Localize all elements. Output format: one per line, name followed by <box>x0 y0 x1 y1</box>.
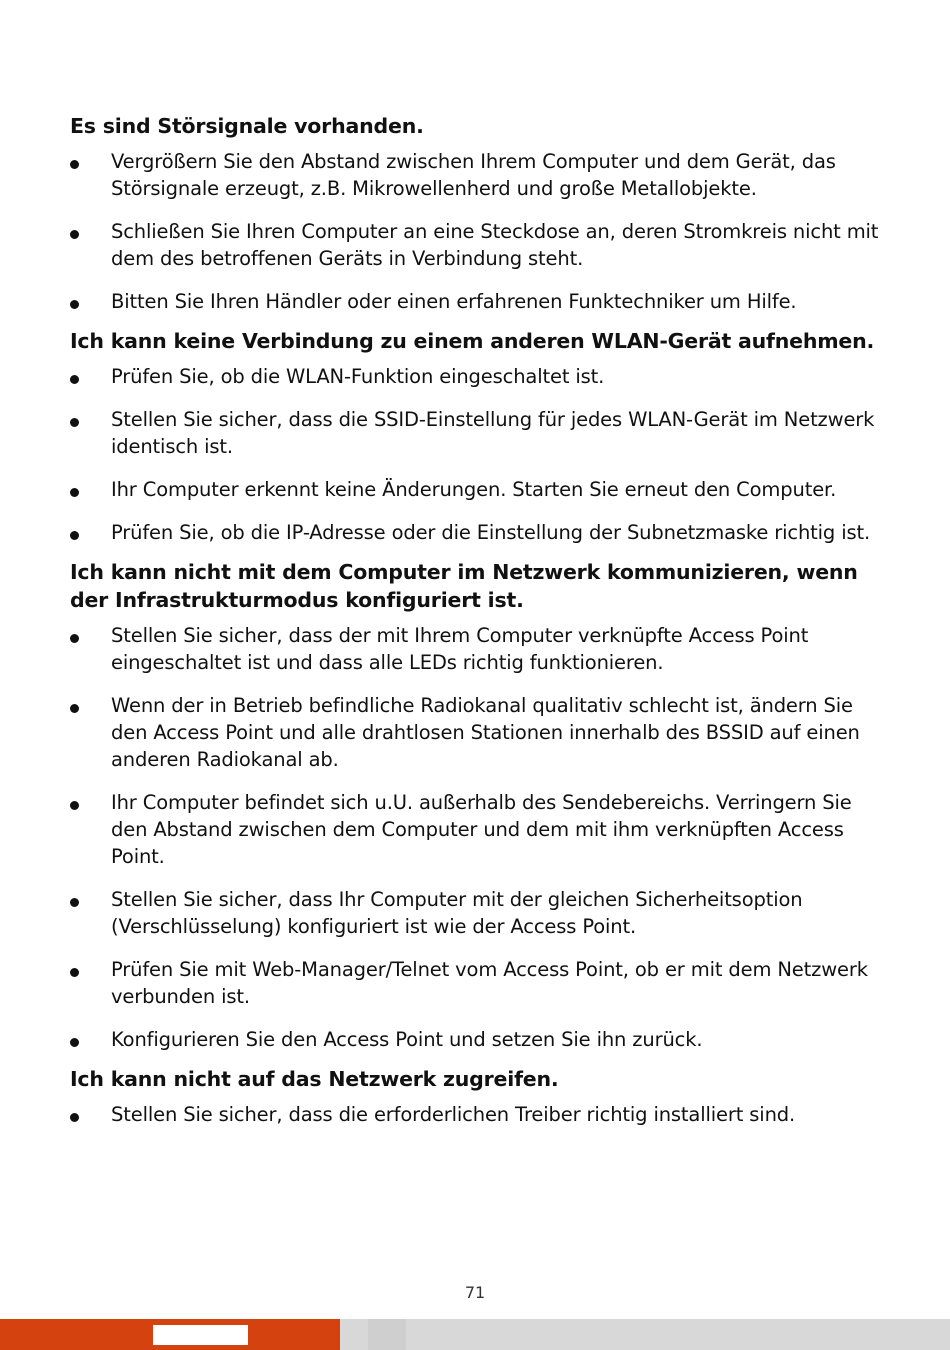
bullet-icon <box>70 1113 79 1122</box>
list-item <box>70 288 890 315</box>
section-heading: Ich kann nicht auf das Netzwerk zugreifen. <box>70 1067 559 1091</box>
bullet-icon <box>70 300 79 309</box>
list-item <box>70 218 890 272</box>
bullet-icon <box>70 531 79 540</box>
section-heading: Ich kann nicht mit dem Computer im Netzwerk kommunizieren, wenn der Infrastrukturmodus konfiguriert ist. <box>70 560 858 612</box>
list-item <box>70 519 890 546</box>
list-item-text: Stellen Sie sicher, dass der mit Ihrem Computer verknüpfte Access Point eingeschaltet ist und dass alle LEDs richtig funktionieren. <box>111 624 809 674</box>
list-item-text: Konfigurieren Sie den Access Point und setzen Sie ihn zurück. <box>111 1028 703 1051</box>
bullet-list <box>70 622 890 1053</box>
list-item <box>70 148 890 202</box>
list-item <box>70 886 890 940</box>
list-item-text: Prüfen Sie, ob die WLAN-Funktion eingeschaltet ist. <box>111 365 605 388</box>
list-item <box>70 622 890 676</box>
list-item-text: Schließen Sie Ihren Computer an eine Steckdose an, deren Stromkreis nicht mit dem des betroffenen Geräts in Verbindung steht. <box>111 220 879 270</box>
list-item-text: Stellen Sie sicher, dass Ihr Computer mit der gleichen Sicherheitsoption (Verschlüsselung) konfiguriert ist wie der Access Point. <box>111 888 803 938</box>
list-item-text: Ihr Computer befindet sich u.U. außerhalb des Sendebereichs. Verringern Sie den Abstand zwischen dem Computer und dem mit ihm verknüpften Access Point. <box>111 791 852 868</box>
bullet-icon <box>70 704 79 713</box>
list-item <box>70 956 890 1010</box>
bullet-list <box>70 363 890 546</box>
bullet-icon <box>70 488 79 497</box>
bullet-icon <box>70 898 79 907</box>
bullet-icon <box>70 375 79 384</box>
page-number: 71 <box>464 1283 486 1302</box>
list-item <box>70 789 890 870</box>
list-item <box>70 1101 890 1128</box>
list-item-text: Prüfen Sie mit Web-Manager/Telnet vom Access Point, ob er mit dem Netzwerk verbunden ist. <box>111 958 868 1008</box>
footer-accent-block <box>153 1325 248 1345</box>
list-item-text: Stellen Sie sicher, dass die SSID-Einstellung für jedes WLAN-Gerät im Netzwerk identisch ist. <box>111 408 875 458</box>
bullet-icon <box>70 968 79 977</box>
bullet-list <box>70 148 890 315</box>
bullet-icon <box>70 418 79 427</box>
list-item <box>70 1026 890 1053</box>
section-heading: Es sind Störsignale vorhanden. <box>70 114 424 138</box>
list-item <box>70 363 890 390</box>
bullet-icon <box>70 1038 79 1047</box>
bullet-list <box>70 1101 890 1128</box>
bullet-icon <box>70 160 79 169</box>
list-item <box>70 476 890 503</box>
list-item-text: Wenn der in Betrieb befindliche Radiokanal qualitativ schlecht ist, ändern Sie den Access Point und alle drahtlosen Stationen innerhalb des BSSID auf einen anderen Radiokanal ab. <box>111 694 860 771</box>
footer-bar-segment <box>368 1319 406 1350</box>
bullet-icon <box>70 801 79 810</box>
bullet-icon <box>70 230 79 239</box>
list-item-text: Prüfen Sie, ob die IP-Adresse oder die Einstellung der Subnetzmaske richtig ist. <box>111 521 871 544</box>
list-item <box>70 692 890 773</box>
bullet-icon <box>70 634 79 643</box>
list-item-text: Ihr Computer erkennt keine Änderungen. Starten Sie erneut den Computer. <box>111 478 837 501</box>
list-item <box>70 406 890 460</box>
list-item-text: Vergrößern Sie den Abstand zwischen Ihrem Computer und dem Gerät, das Störsignale erzeugt, z.B. Mikrowellenherd und große Metallobjekte. <box>111 150 836 200</box>
document-body <box>70 112 890 1140</box>
list-item-text: Stellen Sie sicher, dass die erforderlichen Treiber richtig installiert sind. <box>111 1103 796 1126</box>
list-item-text: Bitten Sie Ihren Händler oder einen erfahrenen Funktechniker um Hilfe. <box>111 290 797 313</box>
section-heading: Ich kann keine Verbindung zu einem anderen WLAN-Gerät aufnehmen. <box>70 329 875 353</box>
